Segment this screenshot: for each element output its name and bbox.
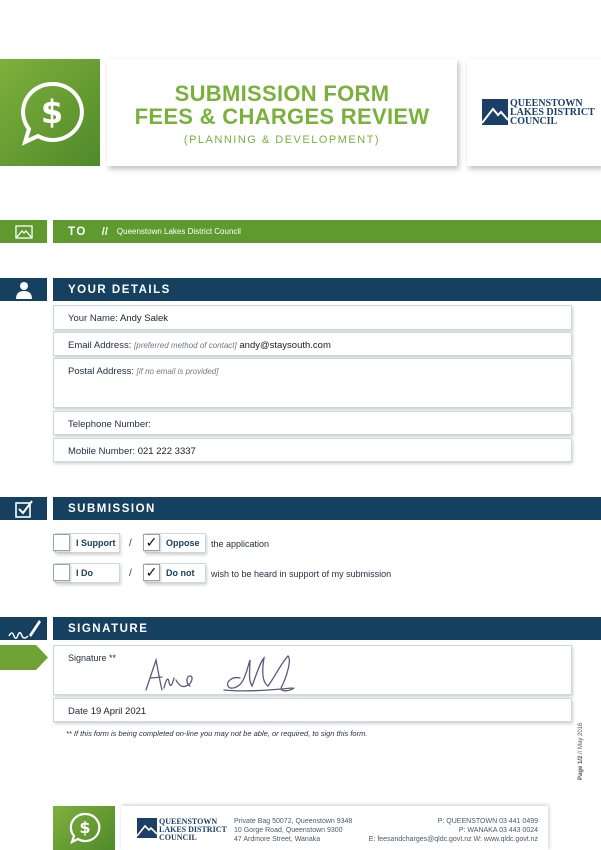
telephone-field[interactable] xyxy=(53,411,572,435)
dollar-speech-bubble-icon xyxy=(0,59,100,166)
email-label: Email Address: xyxy=(68,340,132,351)
submission-bar xyxy=(53,497,601,520)
donot-check-mark: ✓ xyxy=(145,564,158,580)
pen-signature-icon xyxy=(7,618,41,640)
submission-bar-icon-box xyxy=(0,497,47,520)
form-title-line2: FEES & CHARGES REVIEW xyxy=(134,104,430,129)
footer-panel xyxy=(121,806,548,850)
to-recipient: Queenstown Lakes District Council xyxy=(116,227,241,236)
checkbox-icon xyxy=(15,500,33,518)
application-text: the application xyxy=(211,539,270,549)
council-name-line1: QUEENSTOWN xyxy=(510,98,583,109)
footer-logo-panel xyxy=(53,806,115,850)
email-field[interactable] xyxy=(53,332,572,356)
support-checkbox[interactable] xyxy=(53,534,70,551)
do-checkbox[interactable] xyxy=(53,564,70,581)
date-value: 19 April 2021 xyxy=(90,706,147,717)
mobile-value: 021 222 3337 xyxy=(137,446,196,457)
submission-heading: SUBMISSION xyxy=(68,502,156,515)
signature-field[interactable] xyxy=(53,645,572,695)
signature-label: Signature ** xyxy=(68,653,117,663)
footer-council-line3: COUNCIL xyxy=(159,833,197,842)
email-value: andy@staysouth.com xyxy=(239,340,331,351)
header-logo-panel xyxy=(0,59,100,166)
signature-bar xyxy=(53,617,601,640)
heard-text: wish to be heard in support of my submission xyxy=(211,569,392,579)
do-donot-slash: / xyxy=(129,568,132,579)
handwritten-signature xyxy=(142,648,302,694)
form-subtitle: (PLANNING & DEVELOPMENT) xyxy=(183,134,381,146)
form-title-panel xyxy=(107,59,457,166)
to-bar xyxy=(53,220,601,243)
to-bar-icon-box xyxy=(0,220,47,243)
date-field[interactable] xyxy=(53,698,572,722)
donot-checkbox[interactable] xyxy=(143,564,160,581)
council-name-line3: COUNCIL xyxy=(510,116,558,127)
details-heading: YOUR DETAILS xyxy=(68,283,171,296)
footer-address-line1: Private Bag 50072, Queenstown 9348 xyxy=(234,818,353,825)
dollar-speech-bubble-icon xyxy=(53,806,115,850)
footer-phone-queenstown: P: QUEENSTOWN 03 441 0499 xyxy=(437,818,538,825)
oppose-check-mark: ✓ xyxy=(145,534,158,550)
to-separator: // xyxy=(101,225,108,238)
do-label: I Do xyxy=(76,568,93,578)
envelope-icon xyxy=(15,225,33,239)
oppose-checkbox[interactable] xyxy=(143,534,160,551)
support-oppose-slash: / xyxy=(129,538,132,549)
page-date: May 2016 xyxy=(578,722,584,749)
council-name-line2: LAKES DISTRICT xyxy=(510,107,595,118)
postal-label: Postal Address: xyxy=(68,366,135,377)
signature-footnote: ** If this form is being completed on-line you may not be able, or required, to sign this form. xyxy=(66,729,368,738)
mountain-logo-icon xyxy=(482,99,508,125)
footer-contact: E: feesandcharges@qldc.govt.nz W: www.qldc.govt.nz xyxy=(368,836,538,843)
name-field[interactable] xyxy=(53,305,572,330)
name-label: Your Name: xyxy=(68,313,118,324)
date-label: Date xyxy=(68,706,89,717)
svg-text:$: $ xyxy=(79,818,91,837)
signature-bar-icon-box xyxy=(0,617,47,640)
person-icon xyxy=(15,281,33,299)
details-bar xyxy=(53,278,601,301)
mobile-field[interactable] xyxy=(53,438,572,462)
email-hint: [preferred method of contact] xyxy=(134,341,237,350)
postal-address-field[interactable] xyxy=(53,358,572,408)
to-label: TO xyxy=(68,225,87,238)
signature-heading: SIGNATURE xyxy=(68,622,149,635)
footer-council-line2: LAKES DISTRICT xyxy=(159,825,227,834)
donot-label: Do not xyxy=(166,568,195,578)
council-logo-panel xyxy=(467,59,601,166)
footer-council-line1: QUEENSTOWN xyxy=(159,817,218,826)
svg-text:$: $ xyxy=(40,93,64,131)
telephone-label: Telephone Number: xyxy=(68,419,151,430)
green-arrow-tab xyxy=(0,645,48,670)
page-info xyxy=(578,720,584,780)
footer-address-line2: 10 Gorge Road, Queenstown 9300 xyxy=(234,827,343,834)
details-bar-icon-box xyxy=(0,278,47,301)
page-info-separator: // xyxy=(578,750,584,754)
postal-hint: [if no email is provided] xyxy=(136,367,219,376)
mobile-label: Mobile Number: xyxy=(68,446,136,457)
footer-address-line3: 47 Ardmore Street, Wanaka xyxy=(234,836,321,843)
form-title-line1: SUBMISSION FORM xyxy=(174,81,390,106)
page-number: Page 1/2 xyxy=(578,755,584,780)
name-value: Andy Salek xyxy=(119,313,169,324)
support-label: I Support xyxy=(76,538,116,548)
mountain-logo-icon xyxy=(137,818,157,838)
oppose-label: Oppose xyxy=(166,538,200,548)
footer-phone-wanaka: P: WANAKA 03 443 0024 xyxy=(458,827,538,834)
